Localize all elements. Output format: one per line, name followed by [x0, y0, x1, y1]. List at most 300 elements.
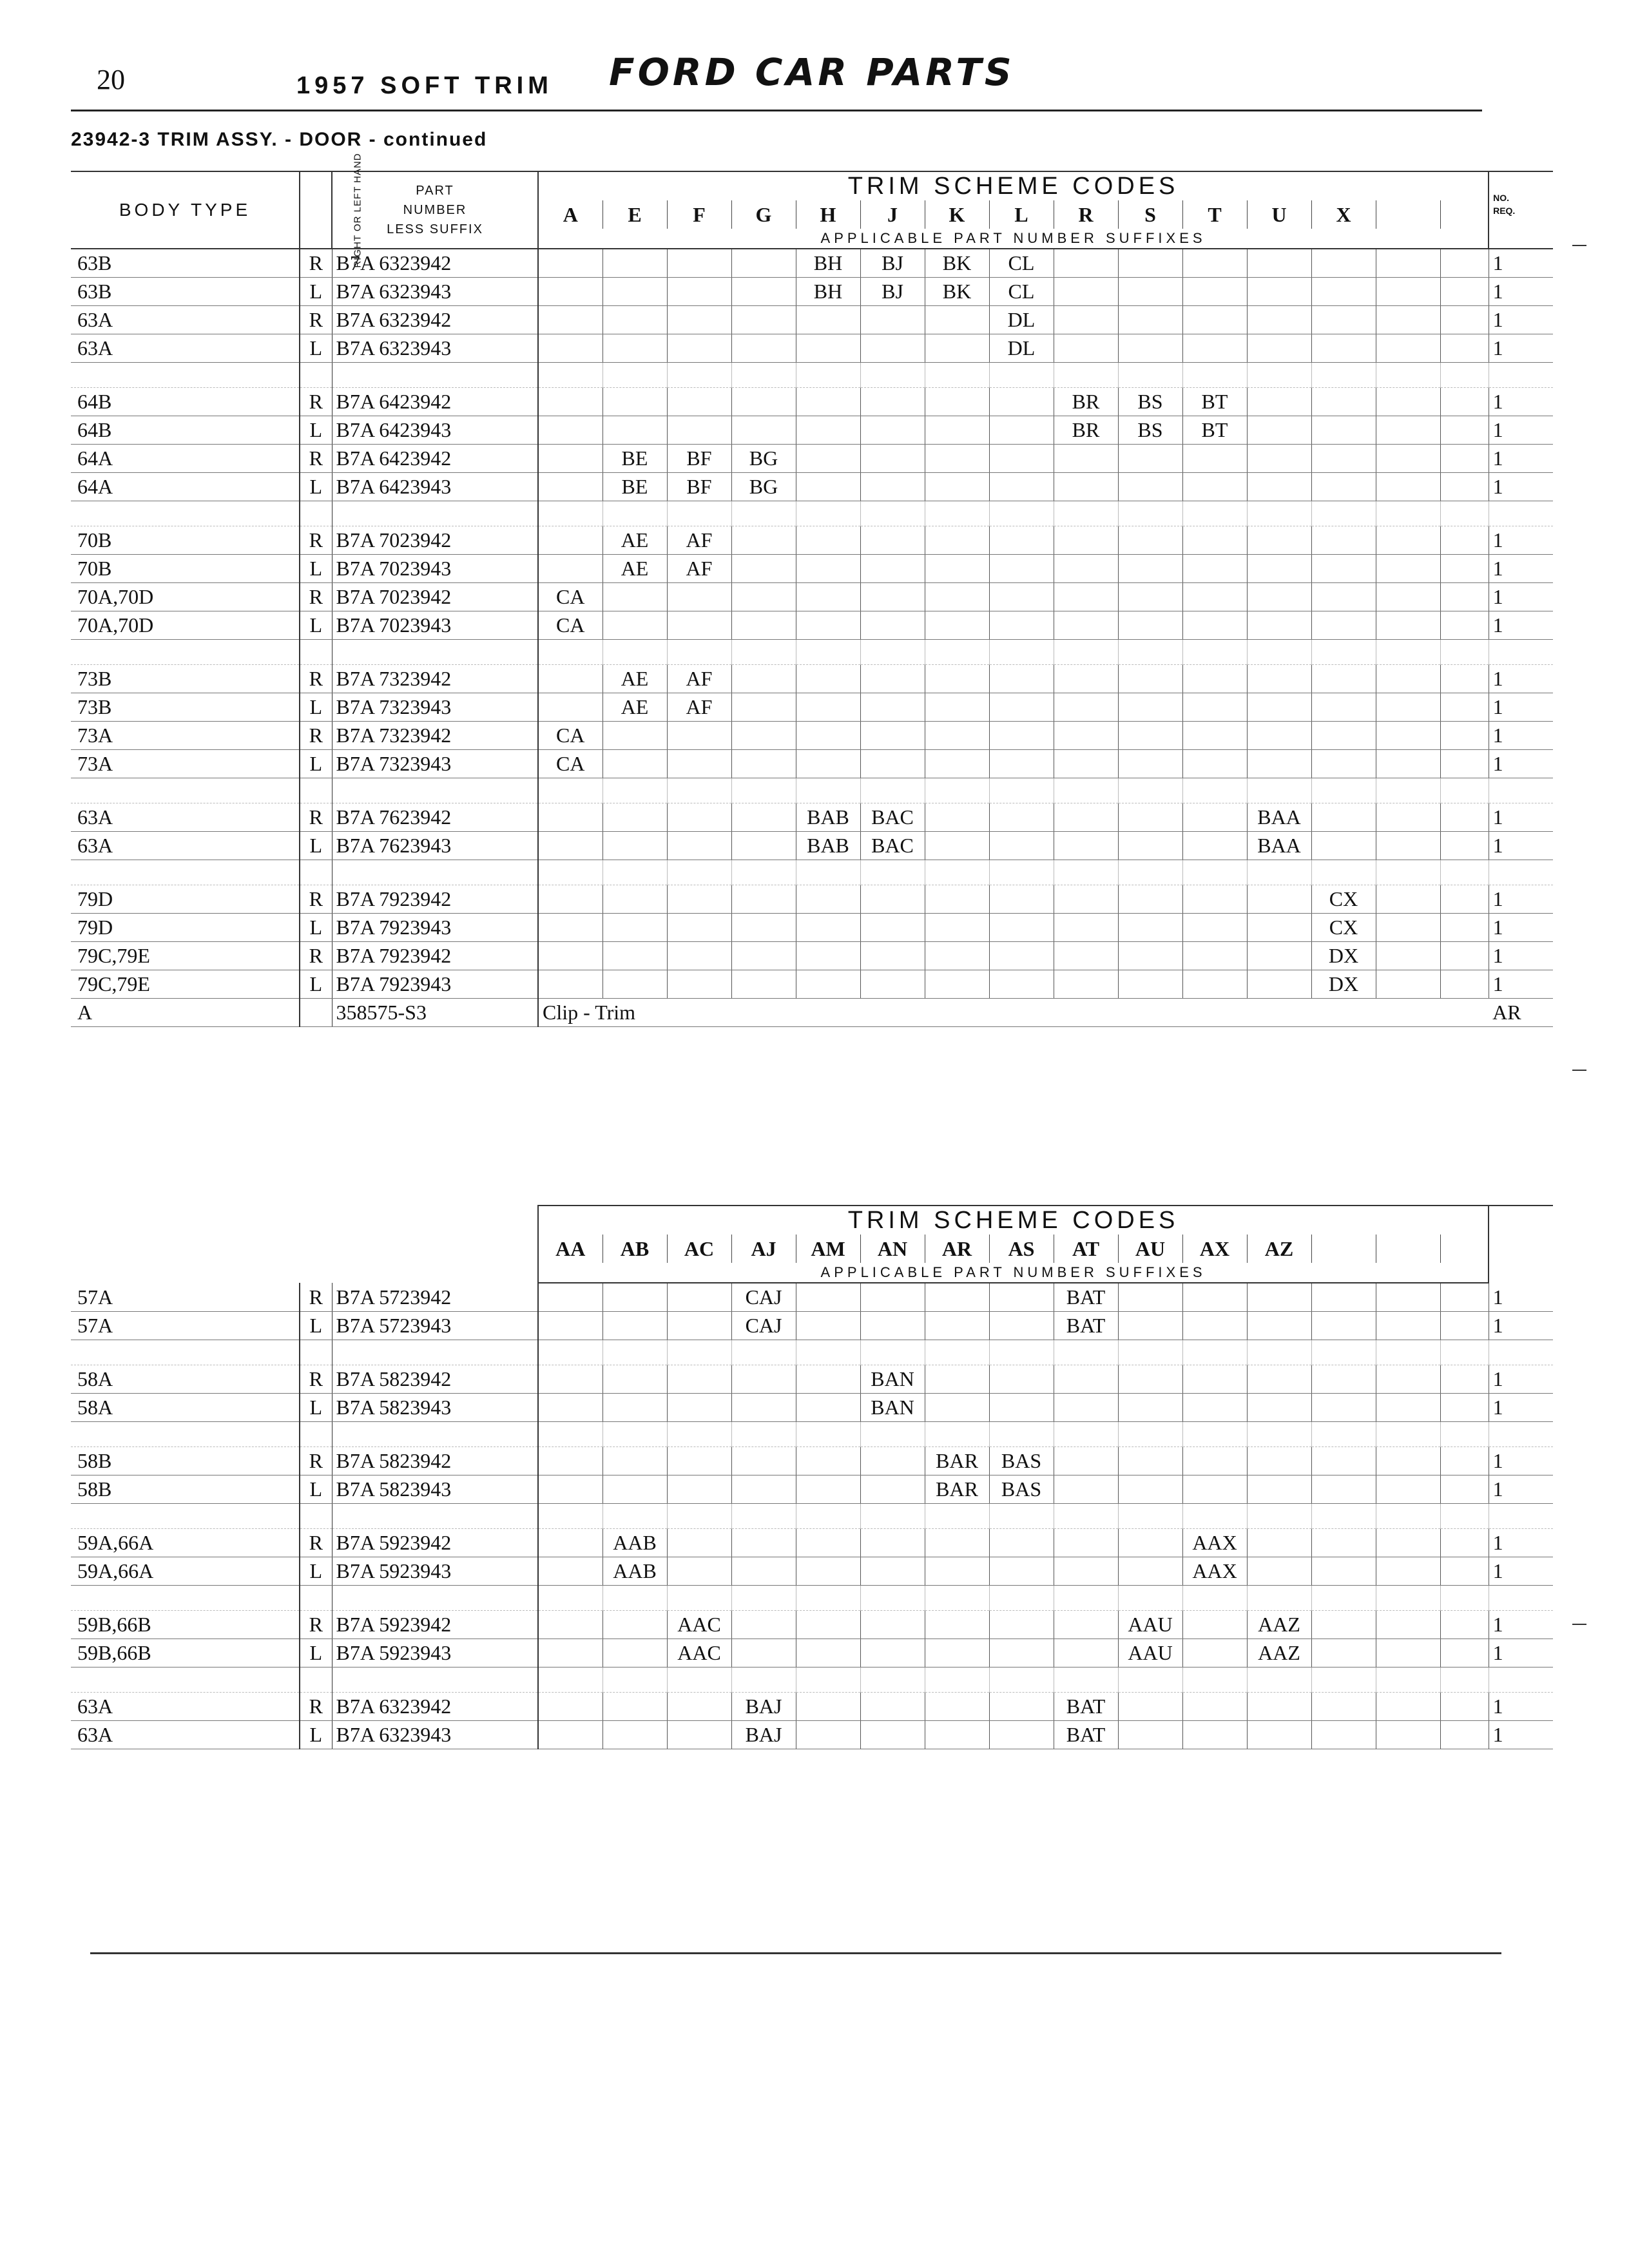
suffix-cell — [1054, 1447, 1118, 1475]
suffix-cell — [989, 1394, 1054, 1422]
table-row — [71, 832, 1553, 860]
suffix-cell — [989, 1557, 1054, 1586]
hand-cell: R — [300, 388, 332, 416]
spacer-cell — [602, 640, 667, 665]
no-req-cell: 1 — [1489, 278, 1553, 306]
body-type-cell: 79C,79E — [71, 942, 300, 970]
spacer-cell — [1376, 1586, 1440, 1611]
suffix-cell — [1376, 416, 1440, 445]
suffix-cell — [1247, 611, 1311, 640]
suffix-cell — [602, 416, 667, 445]
spacer-cell — [1440, 1586, 1489, 1611]
suffix-cell — [925, 970, 989, 999]
spacer-cell — [1118, 640, 1182, 665]
no-req-cell: 1 — [1489, 665, 1553, 693]
no-req-cell: 1 — [1489, 526, 1553, 555]
suffix-cell — [538, 388, 602, 416]
spacer-cell — [1440, 1422, 1489, 1447]
suffix-cell — [731, 388, 796, 416]
spacer-cell — [1182, 1422, 1247, 1447]
suffix-cell — [1054, 942, 1118, 970]
suffix-cell — [989, 665, 1054, 693]
table-row — [71, 445, 1553, 473]
suffix-cell — [1440, 942, 1489, 970]
spacer-cell — [1182, 363, 1247, 388]
trim-table-2 — [71, 1205, 1553, 1749]
suffix-cell — [1440, 722, 1489, 750]
suffix-cell — [1376, 334, 1440, 363]
spacer-cell — [1182, 860, 1247, 885]
hand-cell: L — [300, 693, 332, 722]
suffix-cell — [1440, 526, 1489, 555]
suffix-cell — [1247, 665, 1311, 693]
suffix-cell — [1376, 1365, 1440, 1394]
suffix-cell — [860, 722, 925, 750]
suffix-cell — [731, 416, 796, 445]
suffix-cell — [1182, 583, 1247, 611]
spacer-cell — [300, 1422, 332, 1447]
suffix-cell — [860, 914, 925, 942]
no-req-cell: 1 — [1489, 1639, 1553, 1667]
suffix-cell — [989, 1611, 1054, 1639]
no-req-cell: 1 — [1489, 1312, 1553, 1340]
suffix-cell — [925, 1721, 989, 1749]
margin-tick — [1572, 1070, 1586, 1071]
hand-cell: R — [300, 306, 332, 334]
spacer-cell — [860, 778, 925, 803]
suffix-cell — [1054, 526, 1118, 555]
suffix-cell — [1440, 583, 1489, 611]
spacer-cell — [989, 501, 1054, 526]
part-number-cell: B7A 7923943 — [332, 914, 538, 942]
spacer-cell — [602, 1422, 667, 1447]
spacer-cell — [1376, 1340, 1440, 1365]
suffix-cell — [1182, 249, 1247, 278]
suffix-cell: BAC — [860, 832, 925, 860]
table-row — [71, 999, 1553, 1027]
body-type-cell: 58A — [71, 1394, 300, 1422]
col-no-req — [1489, 171, 1553, 249]
suffix-cell: BK — [925, 278, 989, 306]
spacer-cell — [860, 1586, 925, 1611]
brand-title: FORD CAR PARTS — [609, 50, 1015, 94]
part-number-cell: B7A 5723942 — [332, 1283, 538, 1312]
suffix-cell — [602, 970, 667, 999]
table-row — [71, 416, 1553, 445]
suffix-cell — [1376, 832, 1440, 860]
suffix-cell — [538, 885, 602, 914]
spacer-cell — [860, 1667, 925, 1693]
spacer-cell — [860, 501, 925, 526]
suffix-cell — [1311, 249, 1376, 278]
suffix-cell — [731, 722, 796, 750]
spacer-cell — [71, 1586, 300, 1611]
spacer-cell — [1311, 860, 1376, 885]
suffix-cell: BF — [667, 473, 731, 501]
suffix-cell — [796, 722, 860, 750]
part-number-cell: B7A 5923943 — [332, 1557, 538, 1586]
body-type-cell: 70A,70D — [71, 583, 300, 611]
suffix-cell — [538, 555, 602, 583]
suffix-cell — [1118, 1312, 1182, 1340]
suffix-cell — [1182, 334, 1247, 363]
suffix-cell — [1440, 278, 1489, 306]
no-req-cell: 1 — [1489, 1557, 1553, 1586]
hand-cell: R — [300, 1283, 332, 1312]
spacer-cell — [1311, 778, 1376, 803]
suffix-cell — [796, 693, 860, 722]
suffix-cell — [925, 526, 989, 555]
suffix-cell — [925, 832, 989, 860]
suffix-cell: BR — [1054, 388, 1118, 416]
suffix-cell — [1376, 388, 1440, 416]
spacer-cell — [1376, 860, 1440, 885]
suffix-cell — [1118, 832, 1182, 860]
body-type-cell: 57A — [71, 1283, 300, 1312]
spacer-cell — [1118, 778, 1182, 803]
hand-cell: R — [300, 885, 332, 914]
suffix-cell — [1440, 1557, 1489, 1586]
suffix-cell: BK — [925, 249, 989, 278]
suffix-cell — [796, 1611, 860, 1639]
suffix-cell — [1440, 249, 1489, 278]
part-number-cell: B7A 6323942 — [332, 306, 538, 334]
suffix-cell — [667, 1447, 731, 1475]
suffix-cell — [925, 722, 989, 750]
spacer-cell — [860, 860, 925, 885]
suffix-cell: AAU — [1118, 1611, 1182, 1639]
spacer-cell — [71, 778, 300, 803]
spacer-cell — [1118, 1422, 1182, 1447]
suffix-cell — [731, 334, 796, 363]
no-req-cell: 1 — [1489, 388, 1553, 416]
suffix-cell — [602, 388, 667, 416]
suffix-cell — [1376, 1312, 1440, 1340]
table-row — [71, 1283, 1553, 1312]
body-type-cell: 64A — [71, 445, 300, 473]
suffix-cell — [796, 1312, 860, 1340]
trim-code-az: AZ — [1247, 1235, 1311, 1263]
no-req-cell: 1 — [1489, 1721, 1553, 1749]
spacer-cell — [1247, 1422, 1311, 1447]
group-spacer — [71, 778, 1553, 803]
page-number: 20 — [97, 64, 125, 95]
suffix-cell — [925, 583, 989, 611]
hand-cell: L — [300, 1721, 332, 1749]
suffix-cell — [925, 1529, 989, 1557]
suffix-cell — [538, 1394, 602, 1422]
suffix-cell: BJ — [860, 249, 925, 278]
body-type-cell: 58B — [71, 1447, 300, 1475]
no-req-cell: 1 — [1489, 750, 1553, 778]
suffix-cell — [1118, 611, 1182, 640]
spacer-cell — [1311, 363, 1376, 388]
spacer-cell — [667, 1504, 731, 1529]
hand-cell: R — [300, 445, 332, 473]
suffix-cell — [1054, 1611, 1118, 1639]
spacer-cell — [300, 363, 332, 388]
spacer-cell — [538, 363, 602, 388]
hand-cell: L — [300, 750, 332, 778]
table-row — [71, 611, 1553, 640]
spacer-cell — [1440, 1504, 1489, 1529]
suffix-cell — [1376, 1721, 1440, 1749]
suffix-cell — [860, 555, 925, 583]
suffix-cell — [860, 1447, 925, 1475]
group-spacer — [71, 1340, 1553, 1365]
suffix-cell — [538, 970, 602, 999]
suffix-cell — [602, 1693, 667, 1721]
trim-code-u: U — [1247, 200, 1311, 229]
spacer-cell — [1440, 640, 1489, 665]
suffix-cell — [667, 885, 731, 914]
spacer-cell — [1182, 1504, 1247, 1529]
part-number-cell: B7A 5923942 — [332, 1611, 538, 1639]
spacer-cell — [332, 1586, 538, 1611]
body-type-cell: 73A — [71, 722, 300, 750]
suffix-cell — [860, 1639, 925, 1667]
suffix-cell — [731, 750, 796, 778]
suffix-cell — [860, 1557, 925, 1586]
suffix-cell — [796, 334, 860, 363]
spacer-cell — [71, 1667, 300, 1693]
spacer-cell — [300, 860, 332, 885]
trim-code-am: AM — [796, 1235, 860, 1263]
table-row — [71, 1693, 1553, 1721]
spacer-cell — [71, 363, 300, 388]
spacer-cell — [1054, 501, 1118, 526]
spacer-cell — [731, 1340, 796, 1365]
no-req-cell: 1 — [1489, 473, 1553, 501]
suffix-cell — [538, 416, 602, 445]
suffix-cell — [925, 1283, 989, 1312]
suffix-cell — [989, 555, 1054, 583]
suffix-cell — [860, 1721, 925, 1749]
part-number-cell: B7A 7023942 — [332, 583, 538, 611]
part-number-cell: B7A 6423942 — [332, 445, 538, 473]
suffix-cell — [860, 306, 925, 334]
col-right-left-label: RIGHT OR LEFT HAND — [352, 152, 363, 268]
spacer-cell — [332, 860, 538, 885]
suffix-cell — [1376, 1529, 1440, 1557]
suffix-cell: DL — [989, 334, 1054, 363]
suffix-cell — [538, 445, 602, 473]
suffix-cell: AAX — [1182, 1557, 1247, 1586]
spacer-cell — [1118, 501, 1182, 526]
suffix-cell — [667, 914, 731, 942]
note-cell: Clip - Trim — [538, 999, 1489, 1027]
part-header-line1: PART — [416, 184, 454, 198]
spacer-cell — [989, 860, 1054, 885]
spacer-cell — [1247, 501, 1311, 526]
suffix-cell: BE — [602, 473, 667, 501]
suffix-cell — [1182, 885, 1247, 914]
body-type-cell: 63B — [71, 278, 300, 306]
suffix-cell — [1054, 750, 1118, 778]
suffix-cell — [1247, 526, 1311, 555]
suffix-cell — [1054, 249, 1118, 278]
spacer-cell — [731, 1667, 796, 1693]
no-req-cell: AR — [1489, 999, 1553, 1027]
suffix-cell — [1054, 665, 1118, 693]
spacer-cell — [796, 1586, 860, 1611]
spacer-cell — [796, 1340, 860, 1365]
suffix-cell: AF — [667, 526, 731, 555]
suffix-cell — [602, 750, 667, 778]
spacer-cell — [602, 860, 667, 885]
spacer-cell — [1489, 860, 1553, 885]
no-req-cell: 1 — [1489, 832, 1553, 860]
suffix-cell — [1054, 306, 1118, 334]
spacer-cell — [1247, 1340, 1311, 1365]
spacer-cell — [538, 1667, 602, 1693]
suffix-cell — [1440, 388, 1489, 416]
suffix-cell — [1311, 388, 1376, 416]
spacer-cell — [1440, 860, 1489, 885]
spacer-cell — [300, 640, 332, 665]
spacer-cell — [538, 860, 602, 885]
suffix-cell: AAZ — [1247, 1639, 1311, 1667]
trim-code-as: AS — [989, 1235, 1054, 1263]
part-header-line2: NUMBER — [403, 203, 467, 217]
hand-cell: R — [300, 249, 332, 278]
hand-cell: L — [300, 914, 332, 942]
trim-code-k: K — [925, 200, 989, 229]
suffix-cell — [1118, 803, 1182, 832]
suffix-cell — [1376, 1475, 1440, 1504]
part-number-cell: B7A 6423943 — [332, 473, 538, 501]
suffix-cell — [1118, 249, 1182, 278]
suffix-cell — [1376, 665, 1440, 693]
suffix-cell — [796, 1365, 860, 1394]
suffix-cell — [925, 693, 989, 722]
suffix-cell — [1054, 1475, 1118, 1504]
part-number-cell: B7A 5823942 — [332, 1447, 538, 1475]
part-number-cell: B7A 7323942 — [332, 665, 538, 693]
suffix-cell — [731, 611, 796, 640]
suffix-cell — [1118, 942, 1182, 970]
table-row — [71, 388, 1553, 416]
body-type-cell: 73A — [71, 750, 300, 778]
group-spacer — [71, 501, 1553, 526]
spacer-cell — [989, 1667, 1054, 1693]
body-type-cell: 59A,66A — [71, 1557, 300, 1586]
spacer-cell — [71, 1340, 300, 1365]
suffix-cell — [1376, 611, 1440, 640]
suffix-cell — [925, 334, 989, 363]
suffix-cell — [989, 416, 1054, 445]
suffix-cell — [1376, 526, 1440, 555]
part-number-cell: B7A 7023942 — [332, 526, 538, 555]
suffix-cell — [860, 1312, 925, 1340]
suffix-cell — [1054, 445, 1118, 473]
spacer-cell — [1489, 1340, 1553, 1365]
group-spacer — [71, 363, 1553, 388]
part-number-cell: B7A 7323943 — [332, 750, 538, 778]
spacer-cell — [1440, 363, 1489, 388]
table-row — [71, 693, 1553, 722]
suffix-cell — [731, 914, 796, 942]
suffix-cell: CL — [989, 249, 1054, 278]
suffix-cell — [860, 750, 925, 778]
suffix-cell — [1118, 555, 1182, 583]
suffix-cell — [1311, 1639, 1376, 1667]
suffix-cell — [1376, 555, 1440, 583]
suffix-cell — [1311, 1394, 1376, 1422]
spacer-cell — [925, 1340, 989, 1365]
suffix-cell — [1376, 1611, 1440, 1639]
spacer-cell — [332, 640, 538, 665]
suffix-cell — [925, 1611, 989, 1639]
suffix-cell — [1247, 249, 1311, 278]
suffix-cell: CX — [1311, 914, 1376, 942]
group-title: 23942-3 TRIM ASSY. - DOOR - continued — [71, 129, 488, 150]
body-type-cell: 63A — [71, 1721, 300, 1749]
spacer-cell — [1054, 1667, 1118, 1693]
spacer-cell — [1440, 1340, 1489, 1365]
spacer-cell — [925, 1667, 989, 1693]
suffix-cell — [1247, 942, 1311, 970]
suffix-cell — [1182, 1394, 1247, 1422]
suffix-cell — [925, 1557, 989, 1586]
suffix-cell: AE — [602, 665, 667, 693]
suffix-cell — [602, 1365, 667, 1394]
suffix-cell — [731, 583, 796, 611]
body-type-cell: 70B — [71, 555, 300, 583]
suffix-cell — [731, 1447, 796, 1475]
suffix-cell — [989, 526, 1054, 555]
part-number-cell: B7A 7323943 — [332, 693, 538, 722]
suffix-cell — [989, 750, 1054, 778]
spacer-cell — [731, 640, 796, 665]
no-req-cell: 1 — [1489, 914, 1553, 942]
suffix-cell: DL — [989, 306, 1054, 334]
spacer-cell — [989, 363, 1054, 388]
suffix-cell — [667, 249, 731, 278]
hand-cell: R — [300, 1447, 332, 1475]
spacer-cell — [538, 1422, 602, 1447]
suffix-cell: CA — [538, 611, 602, 640]
part-number-cell: B7A 5723943 — [332, 1312, 538, 1340]
suffix-cell — [538, 306, 602, 334]
suffix-cell — [989, 445, 1054, 473]
spacer-cell — [538, 778, 602, 803]
suffix-cell — [602, 1283, 667, 1312]
table-row — [71, 1721, 1553, 1749]
spacer-cell — [1376, 640, 1440, 665]
spacer-cell — [1376, 778, 1440, 803]
suffix-cell — [538, 334, 602, 363]
suffix-cell — [1054, 885, 1118, 914]
table-row — [71, 526, 1553, 555]
suffix-cell — [1182, 1365, 1247, 1394]
suffix-cell — [667, 388, 731, 416]
spacer-cell — [332, 1422, 538, 1447]
suffix-cell — [796, 445, 860, 473]
suffix-cell — [538, 693, 602, 722]
suffix-cell — [1054, 278, 1118, 306]
suffix-cell — [989, 583, 1054, 611]
suffix-cell — [925, 306, 989, 334]
suffix-cell — [602, 1475, 667, 1504]
suffix-cell: AAX — [1182, 1529, 1247, 1557]
table-row — [71, 750, 1553, 778]
suffix-cell — [1118, 526, 1182, 555]
suffix-cell — [602, 722, 667, 750]
spacer-cell — [1054, 778, 1118, 803]
suffix-cell — [1118, 306, 1182, 334]
suffix-cell — [1182, 306, 1247, 334]
